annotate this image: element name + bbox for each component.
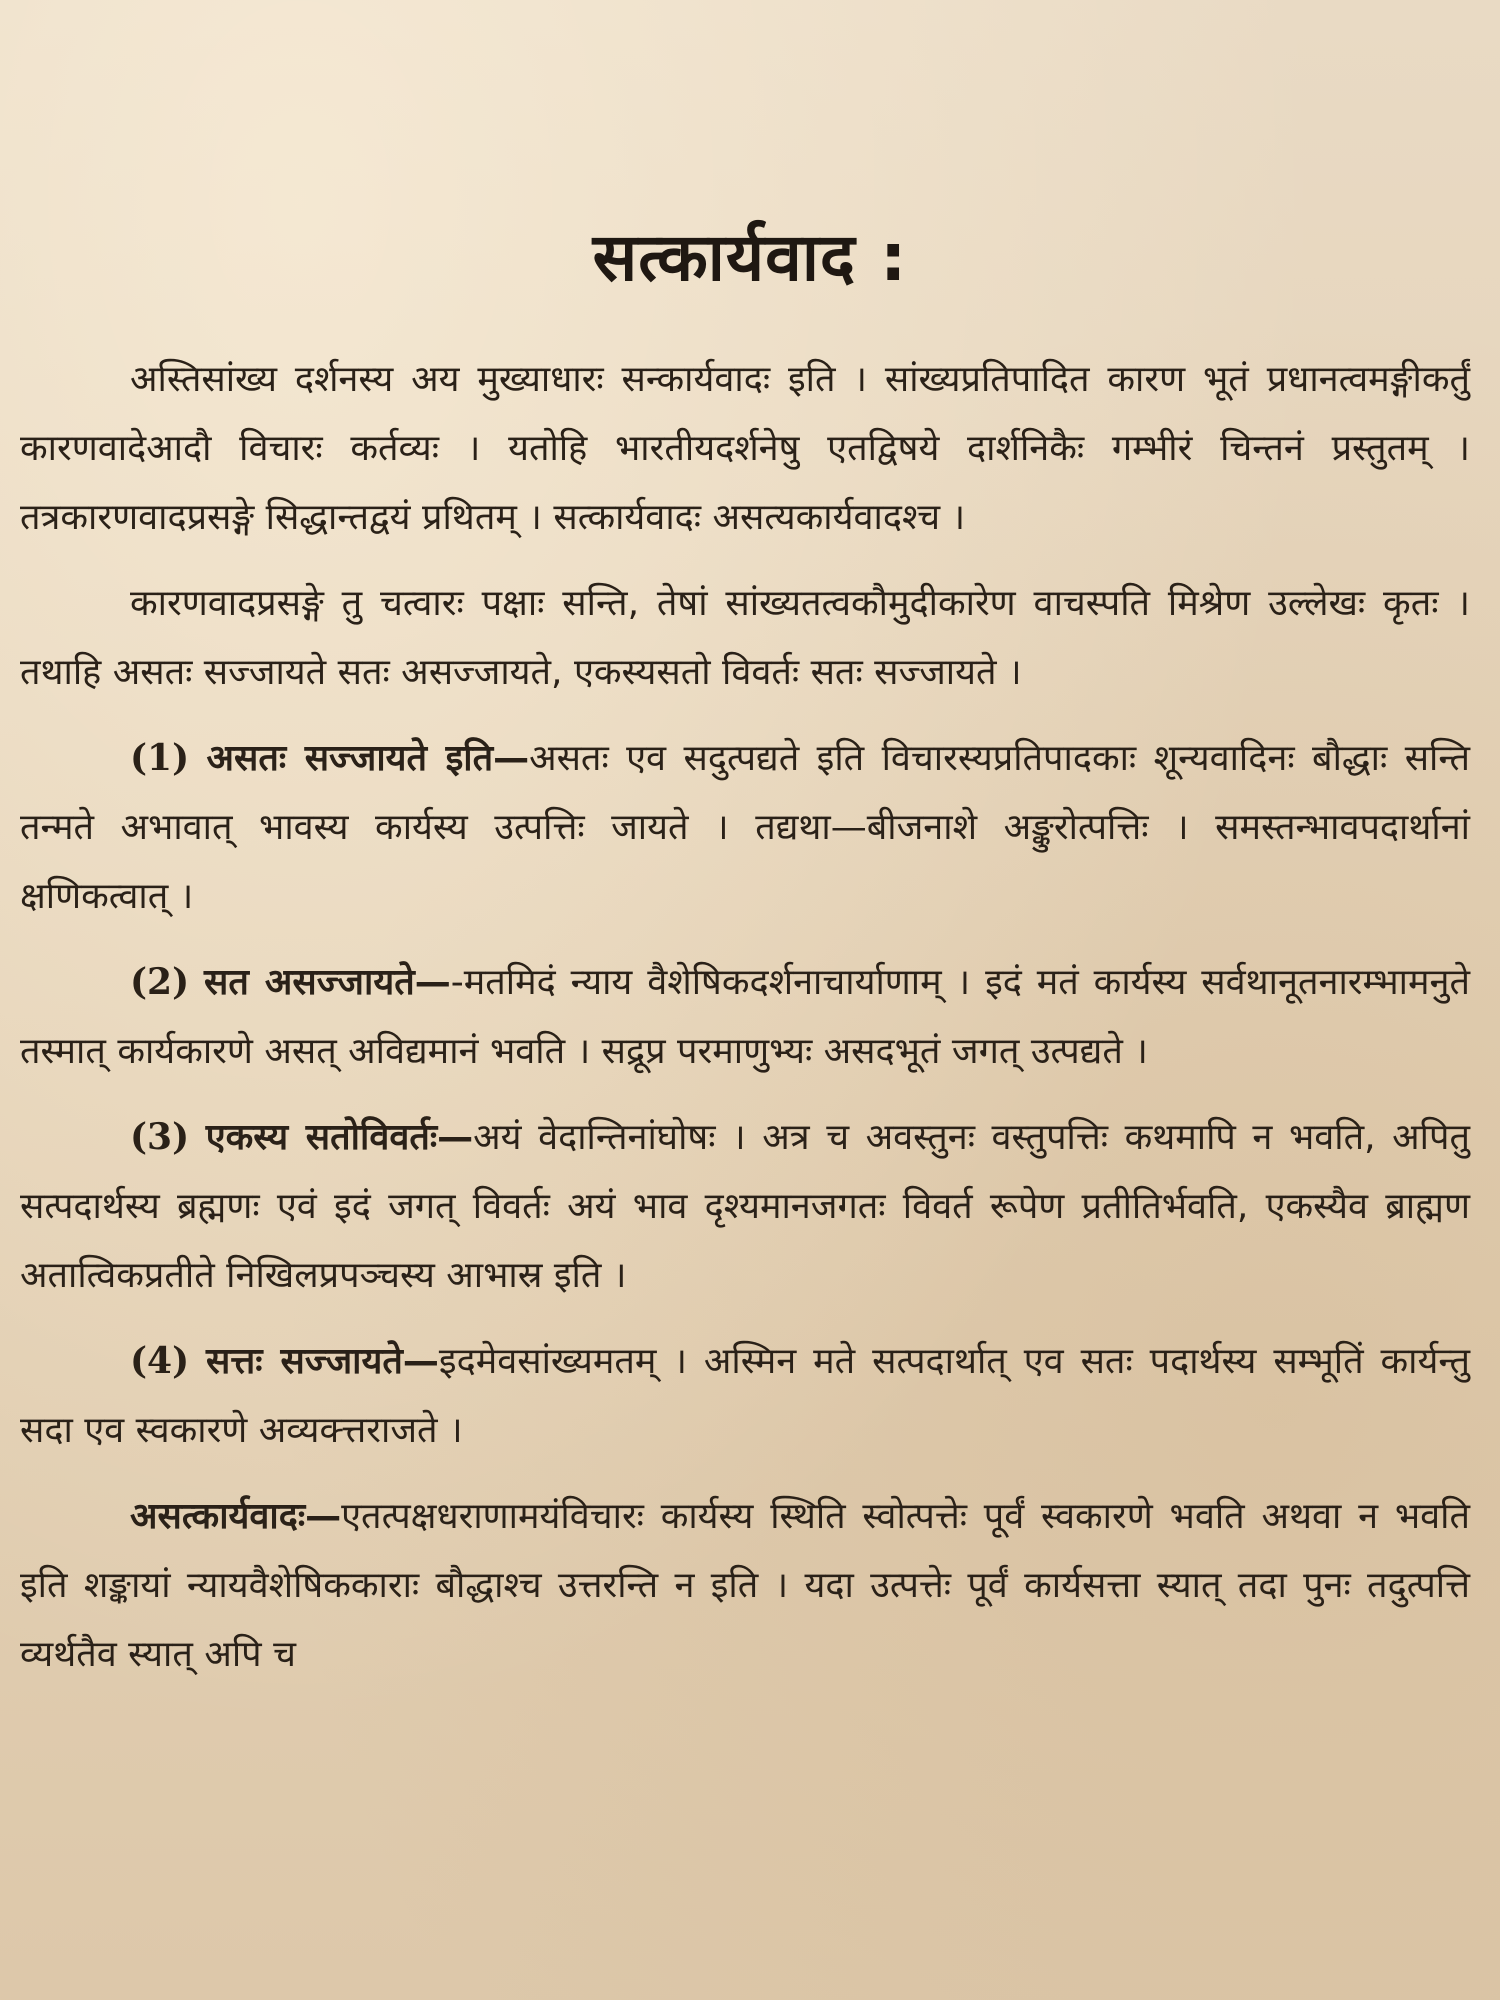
paragraph-text: अयं वेदान्तिनांघोषः । अत्र च अवस्तुनः वस्तुपत्तिः कथमापि न भवति, अपितु सत्पदार्थस्य ब्रह्मणः एवं इदं जगत् विवर्तः अयं भाव दृश्यमानजगतः विवर्त रूपेण प्रतीतिर्भवति, एकस्यैव ब्राह्मण अतात्विकप्रतीते निखिलप्रपञ्चस्य आभास्र इति । <box>20 1117 1470 1296</box>
paragraph-heading: असतः सज्जायते इति— <box>206 738 530 779</box>
paragraph-four-views <box>20 569 1470 707</box>
paragraph-number: (4) <box>130 1340 190 1382</box>
paragraph-view-1 <box>20 724 1470 931</box>
paragraph-heading: एकस्य सतोविवर्तः— <box>205 1117 474 1158</box>
page-title: सत्कार्यवाद : <box>592 219 908 296</box>
paragraph-text: एतत्पक्षधराणामयंविचारः कार्यस्य स्थिति स्वोत्पत्तेः पूर्वं स्वकारणे भवति अथवा न भवति इति शङ्कायां न्यायवैशेषिककाराः बौद्धाश्च उत्तरन्ति न इति । यदा उत्पत्तेः पूर्वं कार्यसत्ता स्यात् तदा पुनः तदुत्पत्ति व्यर्थतैव स्यात् अपि च <box>20 1496 1470 1675</box>
paragraph-text: कारणवादप्रसङ्गे तु चत्वारः पक्षाः सन्ति, तेषां सांख्यतत्वकौमुदीकारेण वाचस्पति मिश्रेण उल्लेखः कृतः । तथाहि असतः सज्जायते सतः असज्जायते, एकस्यसतो विवर्तः सतः सज्जायते । <box>20 583 1470 693</box>
paragraph-heading: सत्तः सज्जायते— <box>206 1341 439 1382</box>
paragraph-text: अस्तिसांख्य दर्शनस्य अय मुख्याधारः सन्कार्यवादः इति । सांख्यप्रतिपादित कारण भूतं प्रधानत्वमङ्गीकर्तुं कारणवादेआदौ विचारः कर्तव्यः । यतोहि भारतीयदर्शनेषु एतद्विषये दार्शनिकैः गम्भीरं चिन्तनं प्रस्तुतम् । तत्रकारणवादप्रसङ्गे सिद्धान्तद्वयं प्रथितम् । सत्कार्यवादः असत्यकार्यवादश्च । <box>20 359 1470 538</box>
paragraph-number: (1) <box>130 737 190 779</box>
paragraph-intro <box>20 345 1470 552</box>
paragraph-text: असतः एव सदुत्पद्यते इति विचारस्यप्रतिपादकाः शून्यवादिनः बौद्धाः सन्ति तन्मते अभावात् भावस्य कार्यस्य उत्पत्तिः जायते । तद्यथा—बीजनाशे अङ्कुरोत्पत्तिः । समस्तन्भावपदार्थानां क्षणिकत्वात् । <box>20 738 1470 917</box>
paragraph-heading: सत असज्जायते— <box>204 962 451 1003</box>
paragraph-number: (2) <box>130 961 190 1003</box>
paragraph-text: इदमेवसांख्यमतम् । अस्मिन मते सत्पदार्थात् एव सतः पदार्थस्य सम्भूतिं कार्यन्तु सदा एव स्वकारणे अव्यक्त्तराजते । <box>20 1341 1470 1451</box>
body-text <box>20 345 1470 1689</box>
paragraph-view-4 <box>20 1327 1470 1465</box>
paragraph-heading: असत्कार्यवादः— <box>130 1496 342 1537</box>
paragraph-number: (3) <box>130 1116 190 1158</box>
paragraph-view-3 <box>20 1103 1470 1310</box>
paragraph-text: -मतमिदं न्याय वैशेषिकदर्शनाचार्याणाम् । इदं मतं कार्यस्य सर्वथानूतनारम्भामनुते तस्मात् कार्यकारणे असत् अविद्यमानं भवति । सद्रूप्र परमाणुभ्यः असदभूतं जगत् उत्पद्यते । <box>20 962 1470 1072</box>
paragraph-asatkaryavada <box>20 1482 1470 1689</box>
paragraph-view-2 <box>20 948 1470 1086</box>
